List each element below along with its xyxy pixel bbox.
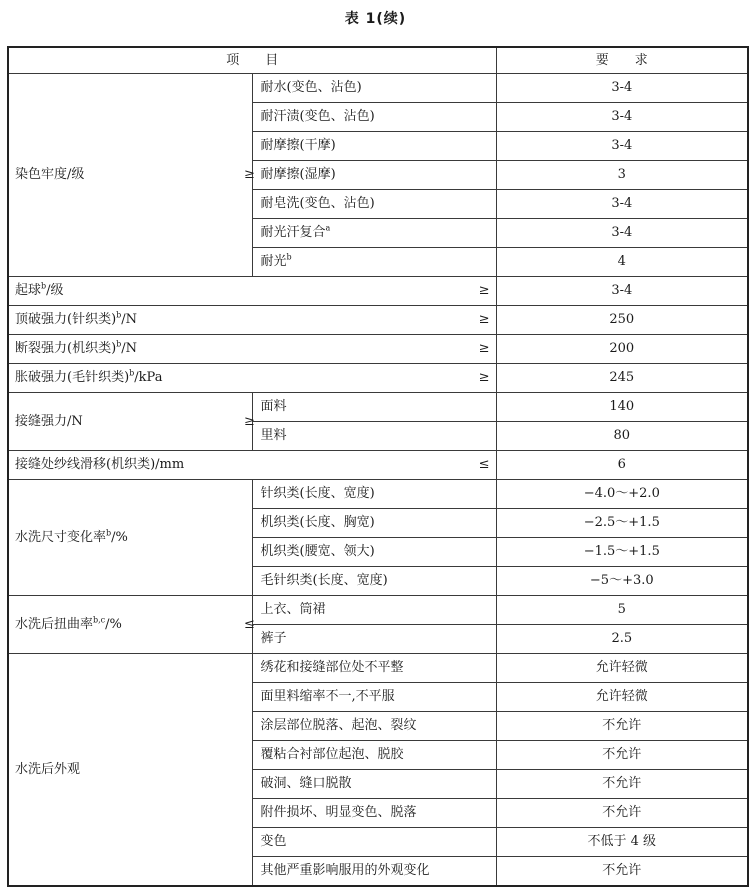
pilling-label: 起球$^b$/级 ≥ (8, 277, 496, 306)
appearance-value: 不允许 (496, 770, 748, 799)
table-row (8, 277, 748, 306)
table-header-row (8, 47, 748, 74)
colorfastness-label: 染色牢度/级 (8, 74, 238, 277)
skew-value: 5 (496, 596, 748, 625)
table-row (8, 654, 748, 683)
appearance-value: 不允许 (496, 857, 748, 887)
skew-value: 2.5 (496, 625, 748, 654)
dim-change-item: 针织类(长度、宽度) (252, 480, 496, 509)
colorfastness-value: 3 (496, 161, 748, 190)
appearance-item: 涂层部位脱落、起泡、裂纹 (252, 712, 496, 741)
appearance-item: 覆粘合衬部位起泡、脱胶 (252, 741, 496, 770)
break-woven-value: 200 (496, 335, 748, 364)
colorfastness-item: 耐皂洗(变色、沾色) (252, 190, 496, 219)
colorfastness-item: 耐摩擦(湿摩) (252, 161, 496, 190)
appearance-value: 不低于 4 级 (496, 828, 748, 857)
colorfastness-value: 4 (496, 248, 748, 277)
colorfastness-value: 3-4 (496, 132, 748, 161)
appearance-value: 不允许 (496, 799, 748, 828)
seam-strength-label: 接缝强力/N (8, 393, 238, 451)
footnote-mark: b (286, 252, 292, 262)
requirements-table (7, 46, 749, 887)
table-row (8, 393, 748, 422)
appearance-value: 允许轻微 (496, 683, 748, 712)
colorfastness-item: 耐光$^b$ (252, 248, 496, 277)
table-row (8, 451, 748, 480)
break-woven-label: 断裂强力(机织类)$^b$/N ≥ (8, 335, 496, 364)
colorfastness-value: 3-4 (496, 103, 748, 132)
pilling-op: ≥ (478, 283, 490, 298)
skew-item: 上衣、筒裙 (252, 596, 496, 625)
burst-knit-op: ≥ (478, 312, 490, 327)
appearance-item: 绣花和接缝部位处不平整 (252, 654, 496, 683)
seam-strength-item: 里料 (252, 422, 496, 451)
dim-change-value: −5～+3.0 (496, 567, 748, 596)
burst-wool-label: 胀破强力(毛针织类)$^b$/kPa ≥ (8, 364, 496, 393)
seam-strength-op: ≥ (238, 393, 252, 451)
colorfastness-item: 耐光汗复合$^a$ (252, 219, 496, 248)
dim-change-item: 机织类(长度、胸宽) (252, 509, 496, 538)
colorfastness-op: ≥ (238, 74, 252, 277)
colorfastness-value: 3-4 (496, 74, 748, 103)
colorfastness-value: 3-4 (496, 219, 748, 248)
appearance-item: 附件损坏、明显变色、脱落 (252, 799, 496, 828)
dim-change-item: 毛针织类(长度、宽度) (252, 567, 496, 596)
table-row (8, 364, 748, 393)
table-row (8, 306, 748, 335)
table-row (8, 335, 748, 364)
appearance-item: 变色 (252, 828, 496, 857)
seam-strength-value: 140 (496, 393, 748, 422)
dim-change-value: −4.0～+2.0 (496, 480, 748, 509)
dim-change-item: 机织类(腰宽、领大) (252, 538, 496, 567)
dim-change-value: −1.5～+1.5 (496, 538, 748, 567)
skew-label: 水洗后扭曲率$^{b,c}$/% (8, 596, 238, 654)
appearance-item: 破洞、缝口脱散 (252, 770, 496, 799)
colorfastness-item: 耐汗渍(变色、沾色) (252, 103, 496, 132)
break-woven-op: ≥ (478, 341, 490, 356)
appearance-value: 不允许 (496, 741, 748, 770)
burst-knit-value: 250 (496, 306, 748, 335)
colorfastness-value: 3-4 (496, 190, 748, 219)
appearance-item: 面里料缩率不一,不平服 (252, 683, 496, 712)
burst-knit-label: 顶破强力(针织类)$^b$/N ≥ (8, 306, 496, 335)
seam-strength-item: 面料 (252, 393, 496, 422)
skew-op: ≤ (238, 596, 252, 654)
appearance-label: 水洗后外观 (8, 654, 252, 887)
burst-wool-value: 245 (496, 364, 748, 393)
seam-slippage-value: 6 (496, 451, 748, 480)
header-requirement: 要 求 (496, 47, 748, 74)
seam-slippage-label: 接缝处纱线滑移(机织类)/mm ≤ (8, 451, 496, 480)
appearance-item: 其他严重影响服用的外观变化 (252, 857, 496, 887)
skew-item: 裤子 (252, 625, 496, 654)
header-item: 项 目 (8, 47, 496, 74)
table-caption: 表 1(续) (344, 11, 407, 27)
pilling-value: 3-4 (496, 277, 748, 306)
dim-change-label: 水洗尺寸变化率$^b$/% (8, 480, 252, 596)
table-row (8, 480, 748, 509)
table-row (8, 74, 748, 103)
footnote-mark: a (325, 223, 331, 233)
table-row (8, 596, 748, 625)
appearance-value: 允许轻微 (496, 654, 748, 683)
colorfastness-item: 耐摩擦(干摩) (252, 132, 496, 161)
seam-slippage-op: ≤ (478, 457, 490, 472)
burst-wool-op: ≥ (478, 370, 490, 385)
appearance-value: 不允许 (496, 712, 748, 741)
colorfastness-item: 耐水(变色、沾色) (252, 74, 496, 103)
dim-change-value: −2.5～+1.5 (496, 509, 748, 538)
seam-strength-value: 80 (496, 422, 748, 451)
